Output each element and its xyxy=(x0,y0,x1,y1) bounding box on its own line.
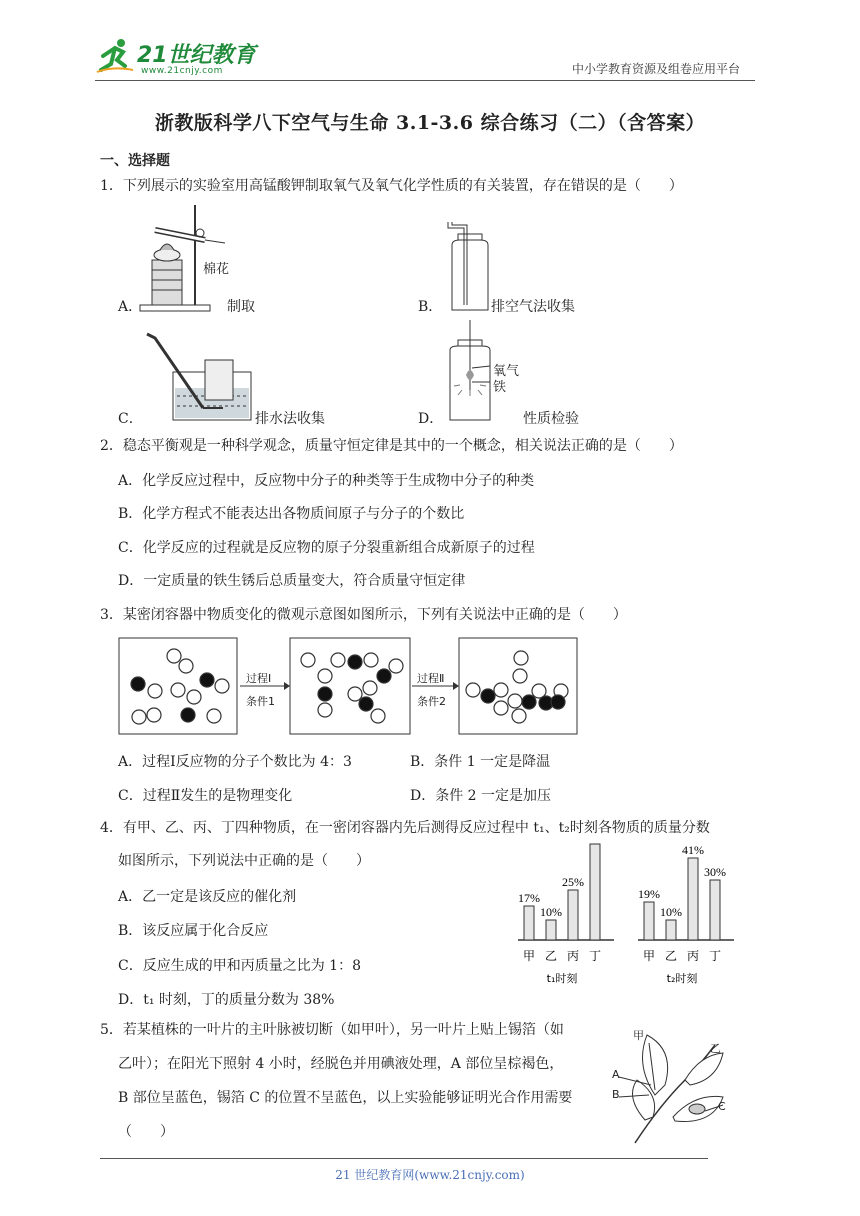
bar-乙 xyxy=(666,920,676,940)
data-label-丁: 30% xyxy=(704,865,726,879)
option-c-caption: 排水法收集 xyxy=(255,411,325,427)
q3-option-c[interactable]: C．过程Ⅱ发生的是物理变化 xyxy=(118,788,293,804)
oxygen-label: 氧气 xyxy=(493,364,520,379)
data-label-乙: 10% xyxy=(660,905,682,919)
bar-甲 xyxy=(524,906,534,940)
q2-option-c[interactable]: C．化学反应的过程就是反应物的原子分裂重新组合成新原子的过程 xyxy=(118,540,535,556)
bar-chart-t2 xyxy=(630,843,745,992)
q1-option-d[interactable]: D． 氧气 铁 性质检验 xyxy=(415,320,615,430)
question-4-stem-line2: 如图所示，下列说法中正确的是（ ） xyxy=(118,853,370,869)
process-1-label: 过程Ⅰ xyxy=(246,672,272,685)
chart-title: t₁时刻 xyxy=(546,972,578,985)
q2-option-a[interactable]: A．化学反应过程中，反应物中分子的种类等于生成物中分子的种类 xyxy=(118,473,535,489)
runner-logo-icon xyxy=(95,36,135,76)
footer-text: 21 世纪教育网(www.21cnjy.com) xyxy=(335,1168,525,1182)
question-5-stem-line1: 5．若某植株的一叶片的主叶脉被切断（如甲叶），另一叶片上贴上锡箔（如 xyxy=(100,1022,564,1038)
label-a: A xyxy=(612,1068,620,1081)
category-label-丙: 丙 xyxy=(686,949,700,963)
q4-option-a[interactable]: A．乙一定是该反应的催化剂 xyxy=(118,889,297,905)
page-title: 浙教版科学八下空气与生命 3.1-3.6 综合练习（二）（含答案） xyxy=(154,112,706,134)
question-1-stem: 1．下列展示的实验室用高锰酸钾制取氧气及氧气化学性质的有关装置，存在错误的是（ ） xyxy=(100,178,683,194)
logo-url: www.21cnjy.com xyxy=(141,66,223,76)
category-label-丙: 丙 xyxy=(566,949,580,963)
chart-title: t₂时刻 xyxy=(666,972,698,985)
option-b-caption: 排空气法收集 xyxy=(491,299,575,315)
option-d-caption: 性质检验 xyxy=(523,411,579,427)
bar-丁 xyxy=(710,880,720,940)
data-label-丙: 41% xyxy=(682,843,704,857)
bar-甲 xyxy=(644,902,654,940)
data-label-甲: 17% xyxy=(518,891,540,905)
label-c: C xyxy=(718,1100,726,1113)
process-2-label: 过程Ⅱ xyxy=(417,672,445,685)
leaf-jia-label: 甲 xyxy=(633,1029,644,1042)
question-4-stem-line1: 4．有甲、乙、丙、丁四种物质，在一密闭容器内先后测得反应过程中 t₁、t₂时刻各物质的质量分数 xyxy=(100,820,710,836)
data-label-甲: 19% xyxy=(638,887,660,901)
q1-option-a[interactable]: A． 棉花 制取 xyxy=(115,200,375,320)
logo-text: 21世纪教育 xyxy=(137,43,256,68)
bar-丁 xyxy=(590,844,600,940)
cotton-label: 棉花 xyxy=(203,262,230,277)
water-trough-icon xyxy=(143,330,253,422)
bar-丙 xyxy=(568,890,578,940)
iron-label: 铁 xyxy=(493,380,507,395)
condition-2-label: 条件2 xyxy=(417,695,446,708)
question-3-stem: 3．某密闭容器中物质变化的微观示意图如图所示，下列有关说法中正确的是（ ） xyxy=(100,607,627,623)
combustion-bottle-icon xyxy=(440,320,500,425)
q3-option-b[interactable]: B．条件 1 一定是降温 xyxy=(410,754,551,770)
footer-divider xyxy=(100,1158,708,1159)
category-label-甲: 甲 xyxy=(522,949,536,963)
category-label-乙: 乙 xyxy=(664,949,678,963)
question-2-stem: 2．稳态平衡观是一种科学观念，质量守恒定律是其中的一个概念，相关说法正确的是（ ） xyxy=(100,438,683,454)
q4-option-d[interactable]: D．t₁ 时刻，丁的质量分数为 38% xyxy=(118,992,335,1008)
category-label-丁: 丁 xyxy=(588,949,602,963)
bar-chart-t1 xyxy=(510,852,620,992)
molecule-diagram xyxy=(118,636,580,738)
q2-option-d[interactable]: D．一定质量的铁生锈后总质量变大，符合质量守恒定律 xyxy=(118,573,466,589)
q1-option-c[interactable]: C． 排水法收集 xyxy=(115,330,375,430)
q4-option-b[interactable]: B．该反应属于化合反应 xyxy=(118,923,269,939)
q1-option-b[interactable]: B． 排空气法收集 xyxy=(415,220,615,320)
bar-丙 xyxy=(688,858,698,940)
data-label-丙: 25% xyxy=(562,875,584,889)
q2-option-b[interactable]: B．化学方程式不能表达出各物质间原子与分子的个数比 xyxy=(118,506,465,522)
q3-option-a[interactable]: A．过程Ⅰ反应物的分子个数比为 4：3 xyxy=(118,754,352,770)
category-label-丁: 丁 xyxy=(708,949,722,963)
condition-1-label: 条件1 xyxy=(246,695,275,708)
leaf-yi-label: 乙 xyxy=(710,1042,721,1055)
q3-option-d[interactable]: D．条件 2 一定是加压 xyxy=(410,788,552,804)
q4-option-c[interactable]: C．反应生成的甲和丙质量之比为 1：8 xyxy=(118,958,361,974)
category-label-乙: 乙 xyxy=(544,949,558,963)
question-5-stem-line4: （ ） xyxy=(118,1124,174,1140)
question-5-stem-line2: 乙叶）；在阳光下照射 4 小时，经脱色并用碘液处理，A 部位呈棕褐色， xyxy=(118,1056,564,1072)
section-heading: 一、选择题 xyxy=(100,153,170,169)
header-divider xyxy=(95,80,755,81)
site-logo xyxy=(95,36,265,80)
label-b: B xyxy=(612,1088,620,1101)
bar-乙 xyxy=(546,920,556,940)
question-5-stem-line3: B 部位呈蓝色，锡箔 C 的位置不呈蓝色，以上实验能够证明光合作用需要 xyxy=(118,1090,573,1106)
category-label-甲: 甲 xyxy=(642,949,656,963)
data-label-乙: 10% xyxy=(540,905,562,919)
option-a-caption: 制取 xyxy=(227,299,255,315)
platform-name: 中小学教育资源及组卷应用平台 xyxy=(572,62,741,76)
